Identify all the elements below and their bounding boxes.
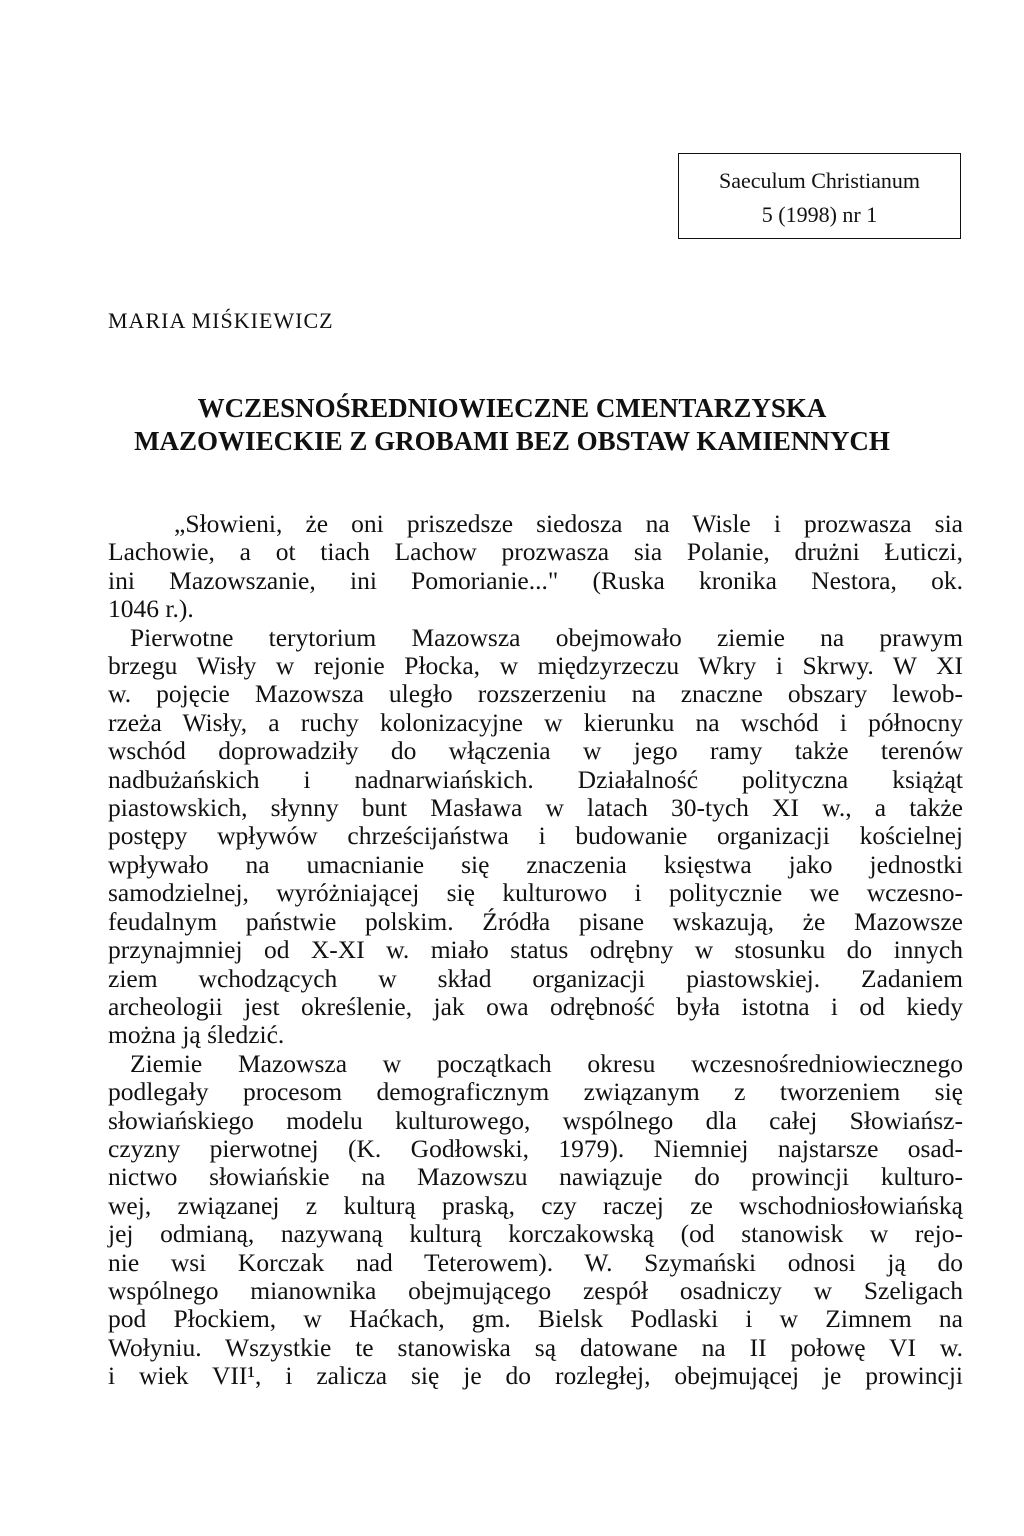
- paragraph-line: nie wsi Korczak nad Teterowem). W. Szymański odnosi ją do: [108, 1247, 963, 1277]
- paragraph-line: feudalnym państwie polskim. Źródła pisane wskazują, że Mazowsze: [108, 906, 963, 936]
- paragraph-line: archeologii jest określenie, jak owa odrębność była istotna i od kiedy: [108, 991, 963, 1021]
- paragraph-line: wschód doprowadziły do włączenia w jego ramy także terenów: [108, 736, 963, 766]
- motto-line: Lachowie, a ot tiach Lachow prozwasza sia Polanie, drużni Łuticzi,: [108, 537, 963, 567]
- paragraph-line: rzeża Wisły, a ruchy kolonizacyjne w kierunku na wschód i północny: [108, 707, 963, 737]
- motto-line: ini Mazowszanie, ini Pomorianie..." (Ruska kronika Nestora, ok.: [108, 565, 963, 595]
- paragraph-line: jej odmianą, nazywaną kulturą korczakowską (od stanowisk w rejo-: [108, 1219, 963, 1249]
- title-line: WCZESNOŚREDNIOWIECZNE CMENTARZYSKA: [197, 393, 827, 423]
- title-line: MAZOWIECKIE Z GROBAMI BEZ OBSTAW KAMIENNYCH: [134, 426, 890, 456]
- paragraph-line: Wołyniu. Wszystkie te stanowiska są datowane na II połowę VI w.: [108, 1332, 963, 1362]
- motto-line: 1046 r.).: [108, 594, 194, 624]
- paragraph-line: postępy wpływów chrześcijaństwa i budowanie organizacji kościelnej: [108, 821, 963, 851]
- article-title: [60, 392, 964, 458]
- paragraph-line: słowiańskiego modelu kulturowego, wspólnego dla całej Słowiańsz-: [108, 1105, 963, 1135]
- paragraph-line: czyzny pierwotnej (K. Godłowski, 1979). Niemniej najstarsze osad-: [108, 1133, 963, 1163]
- journal-info-box: [678, 153, 961, 239]
- paragraph-line: i wiek VII¹, i zalicza się je do rozległej, obejmującej je prowincji: [108, 1361, 963, 1391]
- paragraph-1: [108, 624, 963, 1050]
- paragraph-line: podlegały procesom demograficznym związanym z tworzeniem się: [108, 1077, 963, 1107]
- journal-issue: 5 (1998) nr 1: [761, 202, 878, 227]
- paragraph-2: [108, 1050, 963, 1391]
- paragraph-line: pod Płockiem, w Haćkach, gm. Bielsk Podlaski i w Zimnem na: [108, 1304, 963, 1334]
- paragraph-line: samodzielnej, wyróżniającej się kulturowo i politycznie we wczesno-: [108, 878, 963, 908]
- paragraph-line: wej, związanej z kulturą praską, czy raczej ze wschodniosłowiańską: [108, 1190, 963, 1220]
- article-body: [108, 510, 963, 1391]
- paragraph-line: Ziemie Mazowsza w początkach okresu wczesnośredniowiecznego: [130, 1048, 963, 1078]
- motto: [108, 510, 963, 624]
- paragraph-line: nadbużańskich i nadnarwiańskich. Działalność polityczna książąt: [108, 764, 963, 794]
- paragraph-line: można ją śledzić.: [108, 1020, 285, 1050]
- motto-line: „Słowieni, że oni priszedsze siedosza na Wisle i prozwasza sia: [174, 509, 963, 538]
- paragraph-line: wpływało na umacnianie się znaczenia księstwa jako jednostki: [108, 849, 963, 879]
- paragraph-line: ziem wchodzących w skład organizacji piastowskiej. Zadaniem: [108, 963, 963, 993]
- paragraph-line: przynajmniej od X-XI w. miało status odrębny w stosunku do innych: [108, 935, 963, 965]
- paragraph-line: w. pojęcie Mazowsza uległo rozszerzeniu na znaczne obszary lewob-: [108, 679, 963, 709]
- paragraph-line: piastowskich, słynny bunt Masława w latach 30-tych XI w., a także: [108, 793, 963, 823]
- paragraph-line: Pierwotne terytorium Mazowsza obejmowało ziemie na prawym: [130, 622, 963, 652]
- paragraph-line: brzegu Wisły w rejonie Płocka, w międzyrzeczu Wkry i Skrwy. W XI: [108, 651, 963, 681]
- paragraph-line: nictwo słowiańskie na Mazowszu nawiązuje do prowincji kulturo-: [108, 1162, 963, 1192]
- paragraph-line: wspólnego mianownika obejmującego zespół osadniczy w Szeligach: [108, 1275, 963, 1305]
- author-name: MARIA MIŚKIEWICZ: [108, 308, 334, 333]
- journal-name: Saeculum Christianum: [718, 168, 921, 193]
